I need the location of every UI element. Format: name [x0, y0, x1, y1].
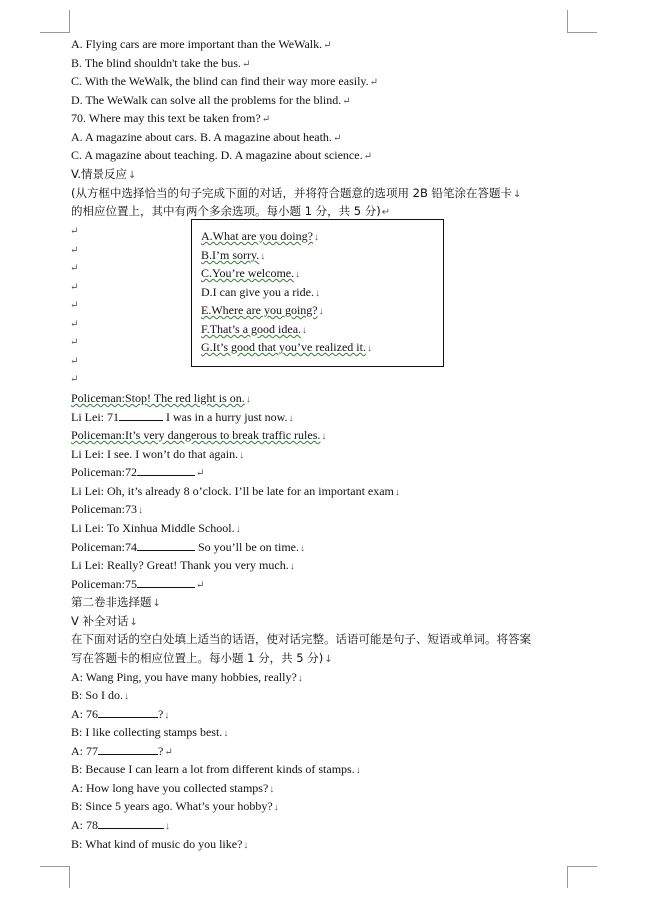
q70-options-row2: C. A magazine about teaching. D. A magazine about science.↵: [71, 148, 372, 162]
q69-option-d: D. The WeWalk can solve all the problems for the blind.↵: [71, 93, 351, 107]
crop-mark-bottom-left: [40, 866, 70, 867]
answer-blank-75[interactable]: [137, 576, 195, 588]
options-box: [191, 219, 444, 367]
dialogue2-line: A: Wang Ping, you have many hobbies, really?↓: [71, 670, 303, 684]
dialogue1-line: Li Lei: Really? Great! Thank you very much.↓: [71, 558, 295, 572]
answer-blank-72[interactable]: [137, 464, 195, 476]
box-option-a: A.What are you doing?↓: [201, 229, 319, 243]
box-option-d: D.I can give you a ride.↓: [201, 285, 320, 299]
dialogue1-line: Li Lei: To Xinhua Middle School.↓: [71, 521, 241, 535]
q70-options-row1: A. A magazine about cars. B. A magazine about heath.↵: [71, 130, 342, 144]
dialogue1-line: Policeman:75 ↵: [71, 577, 205, 591]
crop-mark-bottom-left-v: [69, 866, 70, 888]
q69-option-c: C. With the WeWalk, the blind can find their way more easily.↵: [71, 74, 379, 88]
dialogue1-line: Policeman:74 So you’ll be on time.↓: [71, 540, 305, 554]
crop-mark-top-left-v: [69, 10, 70, 32]
dialogue2-line: A: 78 ↓: [71, 818, 170, 832]
crop-mark-bottom-right-v: [567, 866, 568, 888]
answer-blank-76[interactable]: [98, 706, 158, 718]
dialogue2-line: A: 77 ?↵: [71, 744, 173, 758]
part2-title: 第二卷非选择题↓: [71, 595, 161, 609]
box-option-e: E.Where are you going?↓: [201, 303, 324, 317]
paragraph-mark: ↵: [70, 374, 79, 385]
box-option-f: F.That’s a good idea.↓: [201, 322, 308, 336]
crop-mark-bottom-right: [567, 866, 597, 867]
dialogue1-line: Policeman:Stop! The red light is on.↓: [71, 391, 251, 405]
paragraph-mark: ↵: [70, 300, 79, 311]
dialogue1-line: Policeman:72 ↵: [71, 465, 205, 479]
crop-mark-top-right-v: [567, 10, 568, 32]
dialogue1-line: Policeman:73↓: [71, 502, 143, 516]
box-option-c: C.You’re welcome.↓: [201, 266, 301, 280]
section-v-instruction-2: 的相应位置上，其中有两个多余选项。每小题 1 分，共 5 分)↵: [71, 204, 391, 218]
q69-option-b: B. The blind shouldn't take the bus.↵: [71, 56, 251, 70]
answer-blank-78[interactable]: [98, 817, 164, 829]
part2-instruction-1: 在下面对话的空白处填上适当的话语，使对话完整。话语可能是句子、短语或单词。将答案: [71, 632, 531, 646]
dialogue1-line: Policeman:It’s very dangerous to break traffic rules.↓: [71, 428, 327, 442]
section-v-instruction-1: (从方框中选择恰当的句子完成下面的对话，并将符合题意的选项用 2B 铅笔涂在答题卡↓: [71, 186, 522, 200]
dialogue2-line: B: What kind of music do you like?↓: [71, 837, 249, 851]
dialogue1-line: Li Lei: 71 I was in a hurry just now.↓: [71, 410, 294, 424]
paragraph-mark: ↵: [70, 356, 79, 367]
paragraph-mark: ↵: [70, 263, 79, 274]
paragraph-mark: ↵: [70, 282, 79, 293]
dialogue2-line: B: I like collecting stamps best.↓: [71, 725, 229, 739]
dialogue2-line: B: So I do.↓: [71, 688, 130, 702]
dialogue1-line: Li Lei: Oh, it’s already 8 o’clock. I’ll be late for an important exam↓: [71, 484, 400, 498]
section-v-heading: V.情景反应↓: [71, 167, 137, 181]
part2-instruction-2: 写在答题卡的相应位置上。每小题 1 分，共 5 分)↓: [71, 651, 333, 665]
dialogue2-line: B: Because I can learn a lot from different kinds of stamps.↓: [71, 762, 361, 776]
answer-blank-77[interactable]: [98, 743, 158, 755]
dialogue2-line: A: How long have you collected stamps?↓: [71, 781, 275, 795]
dialogue2-line: A: 76 ?↓: [71, 707, 170, 721]
box-option-g: G.It’s good that you’ve realized it.↓: [201, 340, 372, 354]
answer-blank-74[interactable]: [137, 539, 195, 551]
dialogue2-line: B: Since 5 years ago. What’s your hobby?↓: [71, 799, 279, 813]
crop-mark-top-right: [567, 32, 597, 33]
box-option-b: B.I’m sorry.↓: [201, 248, 266, 262]
part2-section: V 补全对话↓: [71, 614, 138, 628]
answer-blank-71[interactable]: [119, 409, 163, 421]
crop-mark-top-left: [40, 32, 70, 33]
dialogue1-line: Li Lei: I see. I won’t do that again.↓: [71, 447, 245, 461]
paragraph-mark: ↵: [70, 226, 79, 237]
q70-question: 70. Where may this text be taken from?↵: [71, 111, 271, 125]
paragraph-mark: ↵: [70, 319, 79, 330]
q69-option-a: A. Flying cars are more important than the WeWalk.↵: [71, 37, 332, 51]
paragraph-mark: ↵: [70, 245, 79, 256]
paragraph-mark: ↵: [70, 337, 79, 348]
